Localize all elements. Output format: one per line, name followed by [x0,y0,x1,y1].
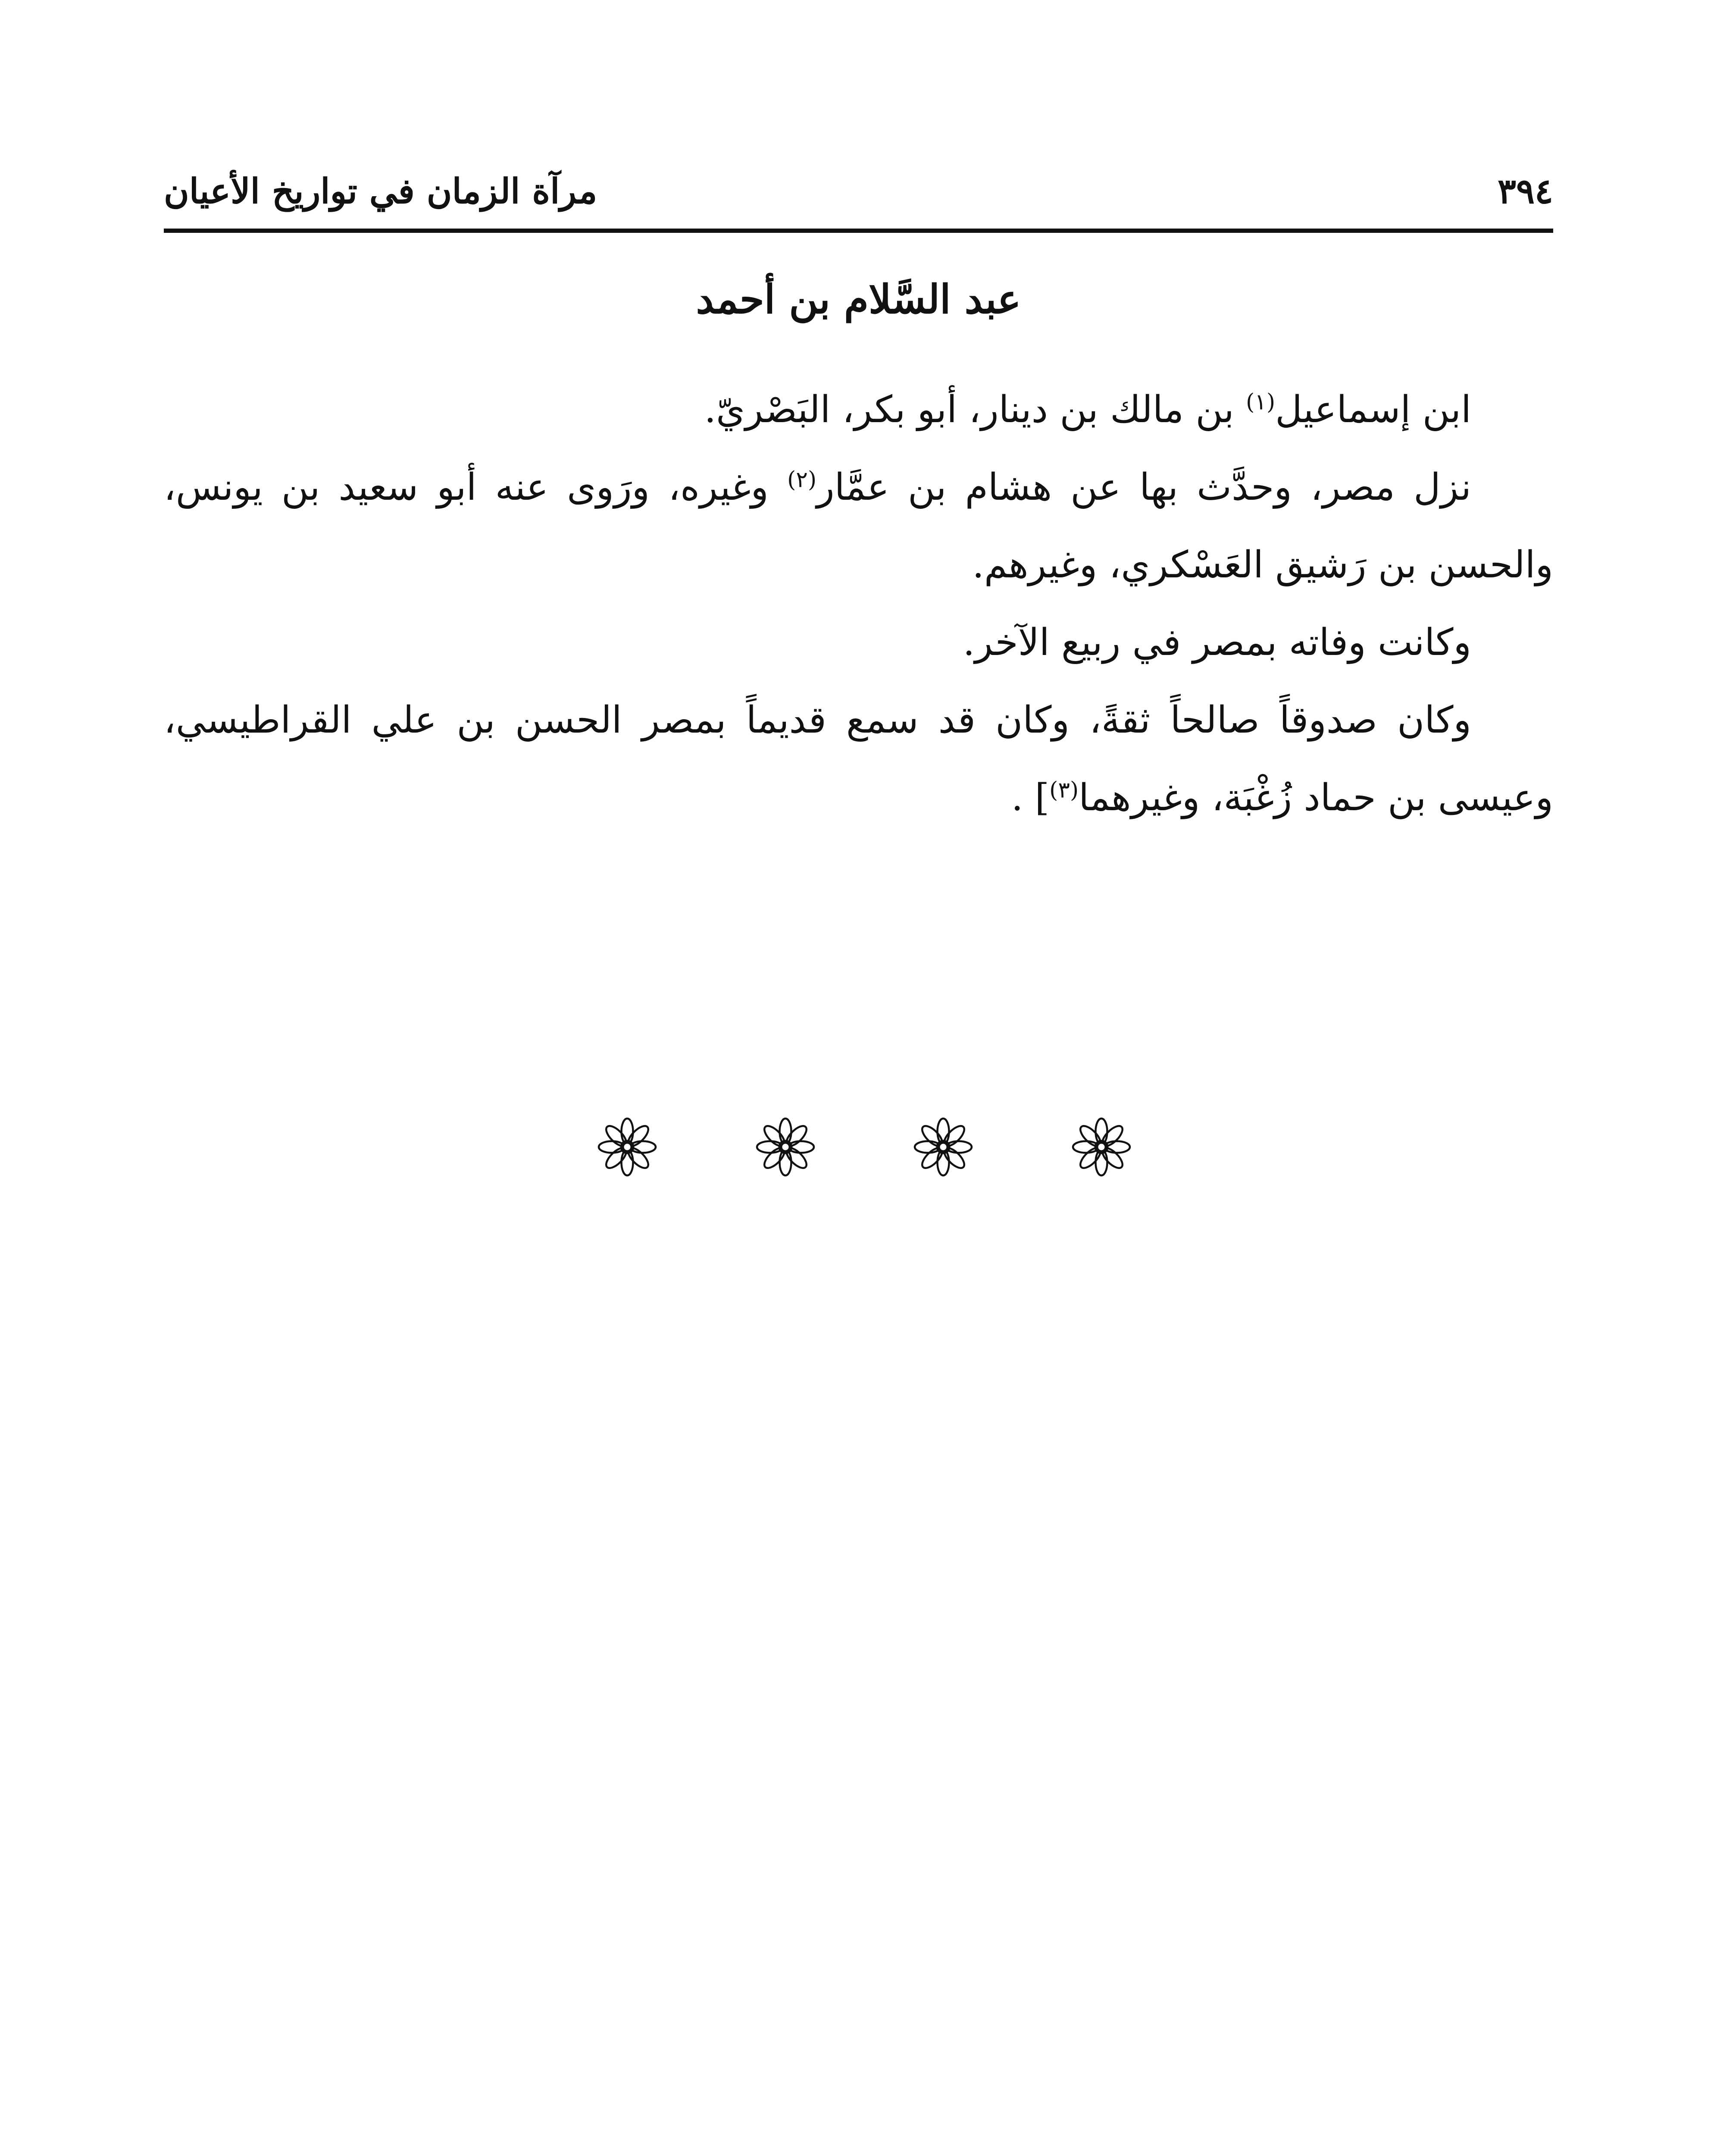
flower-icon [595,1115,660,1179]
section-divider-ornaments [595,1104,1134,1190]
paragraph [164,371,1553,448]
flower-icon [753,1115,818,1179]
entry-body [164,371,1553,837]
paragraph-text: بن مالك بن دينار، أبو بكر، البَصْريّ. [704,388,1246,431]
paragraph [164,448,1553,604]
flower-icon [1069,1115,1134,1179]
paragraph-text: وغيره، ورَوى عنه أبو سعيد بن يونس، والحسن بن رَشيق العَسْكري، وغيرهم. [164,466,1553,586]
paragraph [164,681,1553,837]
entry-title: عبد السَّلام بن أحمد [696,276,1021,323]
footnote-marker: (٣) [1049,777,1079,803]
footnote-marker: (٢) [787,467,817,493]
paragraph-text: ابن إسماعيل [1275,388,1471,431]
paragraph-text: وكان صدوقاً صالحاً ثقةً، وكان قد سمع قديماً بمصر الحسن بن علي القراطيسي، وعيسى بن حماد زُغْبَة، وغيرهما [164,699,1553,819]
page-number: ٣٩٤ [1498,171,1553,211]
paragraph-text: ] . [1011,776,1050,819]
running-title: مرآة الزمان في تواريخ الأعيان [164,171,597,211]
paragraph-text: نزل مصر، وحدَّث بها عن هشام بن عمَّار [816,466,1471,509]
flower-icon [911,1115,976,1179]
footnote-marker: (١) [1246,389,1276,415]
page-header [164,155,1553,233]
paragraph-text: وكانت وفاته بمصر في ربيع الآخر. [963,621,1471,664]
paragraph [164,604,1553,681]
